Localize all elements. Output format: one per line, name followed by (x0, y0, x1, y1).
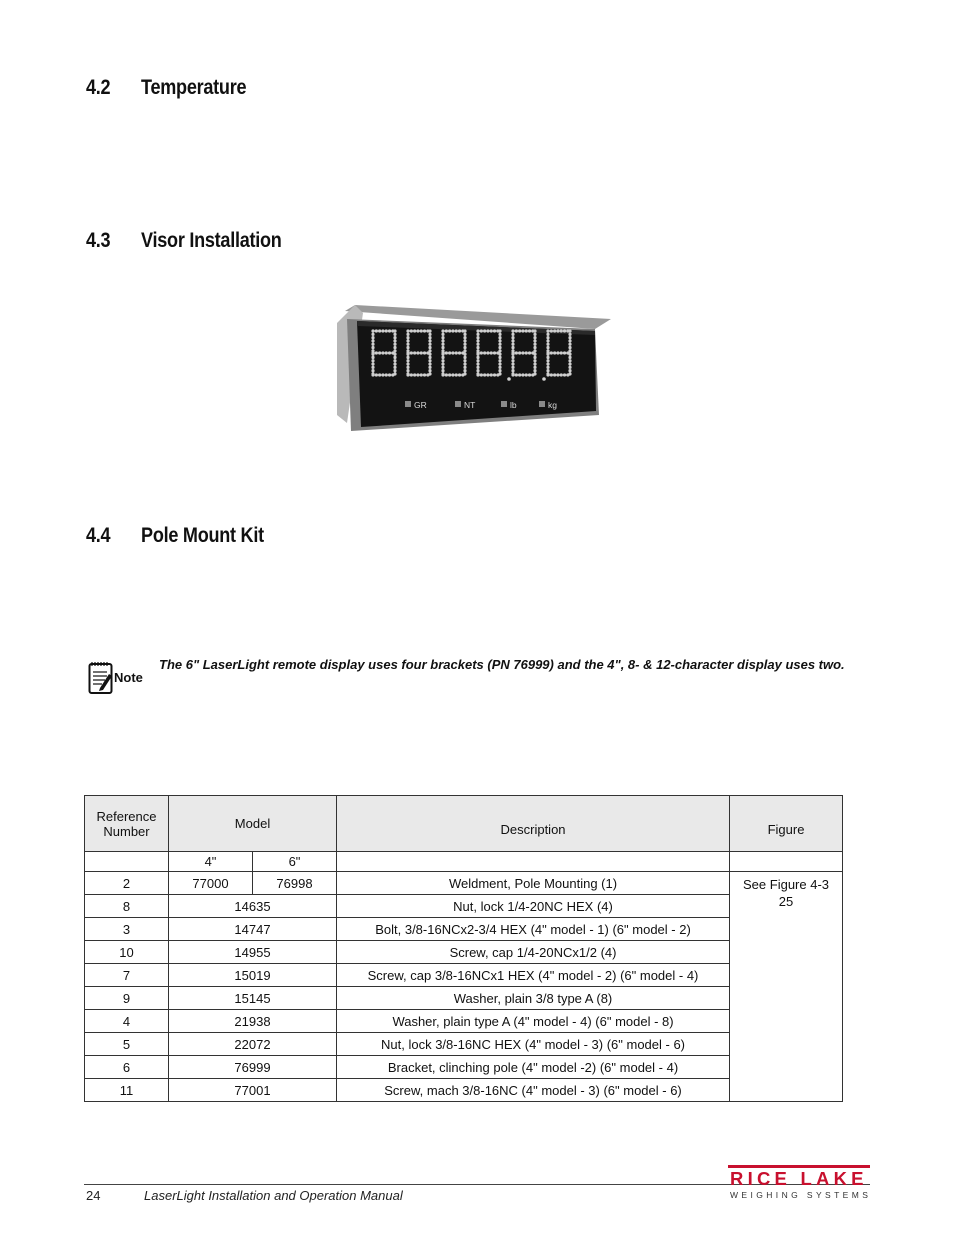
header-figure: Figure (730, 796, 843, 852)
table-cell (730, 852, 843, 872)
cell-description: Screw, cap 3/8-16NCx1 HEX (4" model - 2) (6" model - 4) (337, 964, 730, 987)
laserlight-display-image (333, 303, 613, 438)
cell-model: 15019 (169, 964, 337, 987)
note-label: Note (114, 670, 143, 685)
cell-description: Bolt, 3/8-16NCx2-3/4 HEX (4" model - 1) (6" model - 2) (337, 918, 730, 941)
cell-ref: 6 (85, 1056, 169, 1079)
rice-lake-logo-subtext: WEIGHING SYSTEMS (730, 1190, 872, 1200)
svg-text:RICE LAKE: RICE LAKE (730, 1168, 864, 1187)
cell-description: Bracket, clinching pole (4" model -2) (6" model - 4) (337, 1056, 730, 1079)
indicator-lamp (501, 401, 507, 407)
table-row (85, 941, 843, 964)
cell-ref: 11 (85, 1079, 169, 1102)
table-row (85, 895, 843, 918)
indicator-lamp (455, 401, 461, 407)
indicator-label: lb (510, 400, 517, 410)
cell-description: Screw, cap 1/4-20NCx1/2 (4) (337, 941, 730, 964)
indicator-label: GR (414, 400, 427, 410)
display-decimal-point (507, 377, 511, 381)
cell-model: 76999 (169, 1056, 337, 1079)
cell-model: 14747 (169, 918, 337, 941)
pole-mount-kit-parts-table (84, 795, 843, 1102)
cell-model-6in: 76998 (253, 872, 337, 895)
header-model: Model (169, 796, 337, 852)
cell-description: Washer, plain type A (4" model - 4) (6" model - 8) (337, 1010, 730, 1033)
cell-ref: 2 (85, 872, 169, 895)
cell-description: Nut, lock 1/4-20NC HEX (4) (337, 895, 730, 918)
subheader-model-6in: 6" (253, 852, 337, 872)
table-subheader-row (85, 852, 843, 872)
subheader-model-4in: 4" (169, 852, 253, 872)
table-cell (337, 852, 730, 872)
cell-figure-reference: See Figure 4-3 25 (730, 872, 843, 1102)
cell-ref: 10 (85, 941, 169, 964)
section-number: 4.2 (86, 76, 111, 99)
section-heading-pole-mount-kit (86, 524, 264, 548)
indicator-lamp (405, 401, 411, 407)
cell-description: Nut, lock 3/8-16NC HEX (4" model - 3) (6" model - 6) (337, 1033, 730, 1056)
section-number: 4.4 (86, 524, 111, 547)
cell-ref: 4 (85, 1010, 169, 1033)
header-reference-number: Reference Number (85, 796, 169, 852)
table-row (85, 1079, 843, 1102)
cell-model: 14955 (169, 941, 337, 964)
table-row (85, 918, 843, 941)
table-row (85, 987, 843, 1010)
manual-title: LaserLight Installation and Operation Manual (144, 1188, 403, 1203)
cell-ref: 7 (85, 964, 169, 987)
section-title: Temperature (141, 76, 247, 99)
note-text: The 6" LaserLight remote display uses four brackets (PN 76999) and the 4", 8- & 12-character display uses two. (159, 657, 845, 672)
header-description: Description (337, 796, 730, 852)
page-number: 24 (86, 1188, 101, 1203)
cell-description: Screw, mach 3/8-16NC (4" model - 3) (6" model - 6) (337, 1079, 730, 1102)
section-heading-visor-installation (86, 229, 282, 253)
cell-ref: 3 (85, 918, 169, 941)
note-pad-icon (88, 660, 148, 696)
cell-model: 21938 (169, 1010, 337, 1033)
section-number: 4.3 (86, 229, 111, 252)
rice-lake-logo (728, 1165, 870, 1205)
cell-ref: 9 (85, 987, 169, 1010)
cell-model: 77001 (169, 1079, 337, 1102)
indicator-label: NT (464, 400, 476, 410)
cell-model: 15145 (169, 987, 337, 1010)
cell-ref: 8 (85, 895, 169, 918)
cell-description: Weldment, Pole Mounting (1) (337, 872, 730, 895)
cell-model: 22072 (169, 1033, 337, 1056)
indicator-lamp (539, 401, 545, 407)
cell-ref: 5 (85, 1033, 169, 1056)
table-row (85, 964, 843, 987)
section-title: Pole Mount Kit (141, 524, 264, 547)
rice-lake-logo-wordmark (728, 1165, 870, 1187)
table-row (85, 1010, 843, 1033)
table-row (85, 872, 843, 895)
display-decimal-point (542, 377, 546, 381)
table-row (85, 1056, 843, 1079)
section-title: Visor Installation (141, 229, 282, 252)
indicator-label: kg (548, 400, 557, 410)
table-cell (85, 852, 169, 872)
section-heading-temperature (86, 76, 246, 100)
cell-model-4in: 77000 (169, 872, 253, 895)
table-row (85, 1033, 843, 1056)
cell-description: Washer, plain 3/8 type A (8) (337, 987, 730, 1010)
cell-model: 14635 (169, 895, 337, 918)
